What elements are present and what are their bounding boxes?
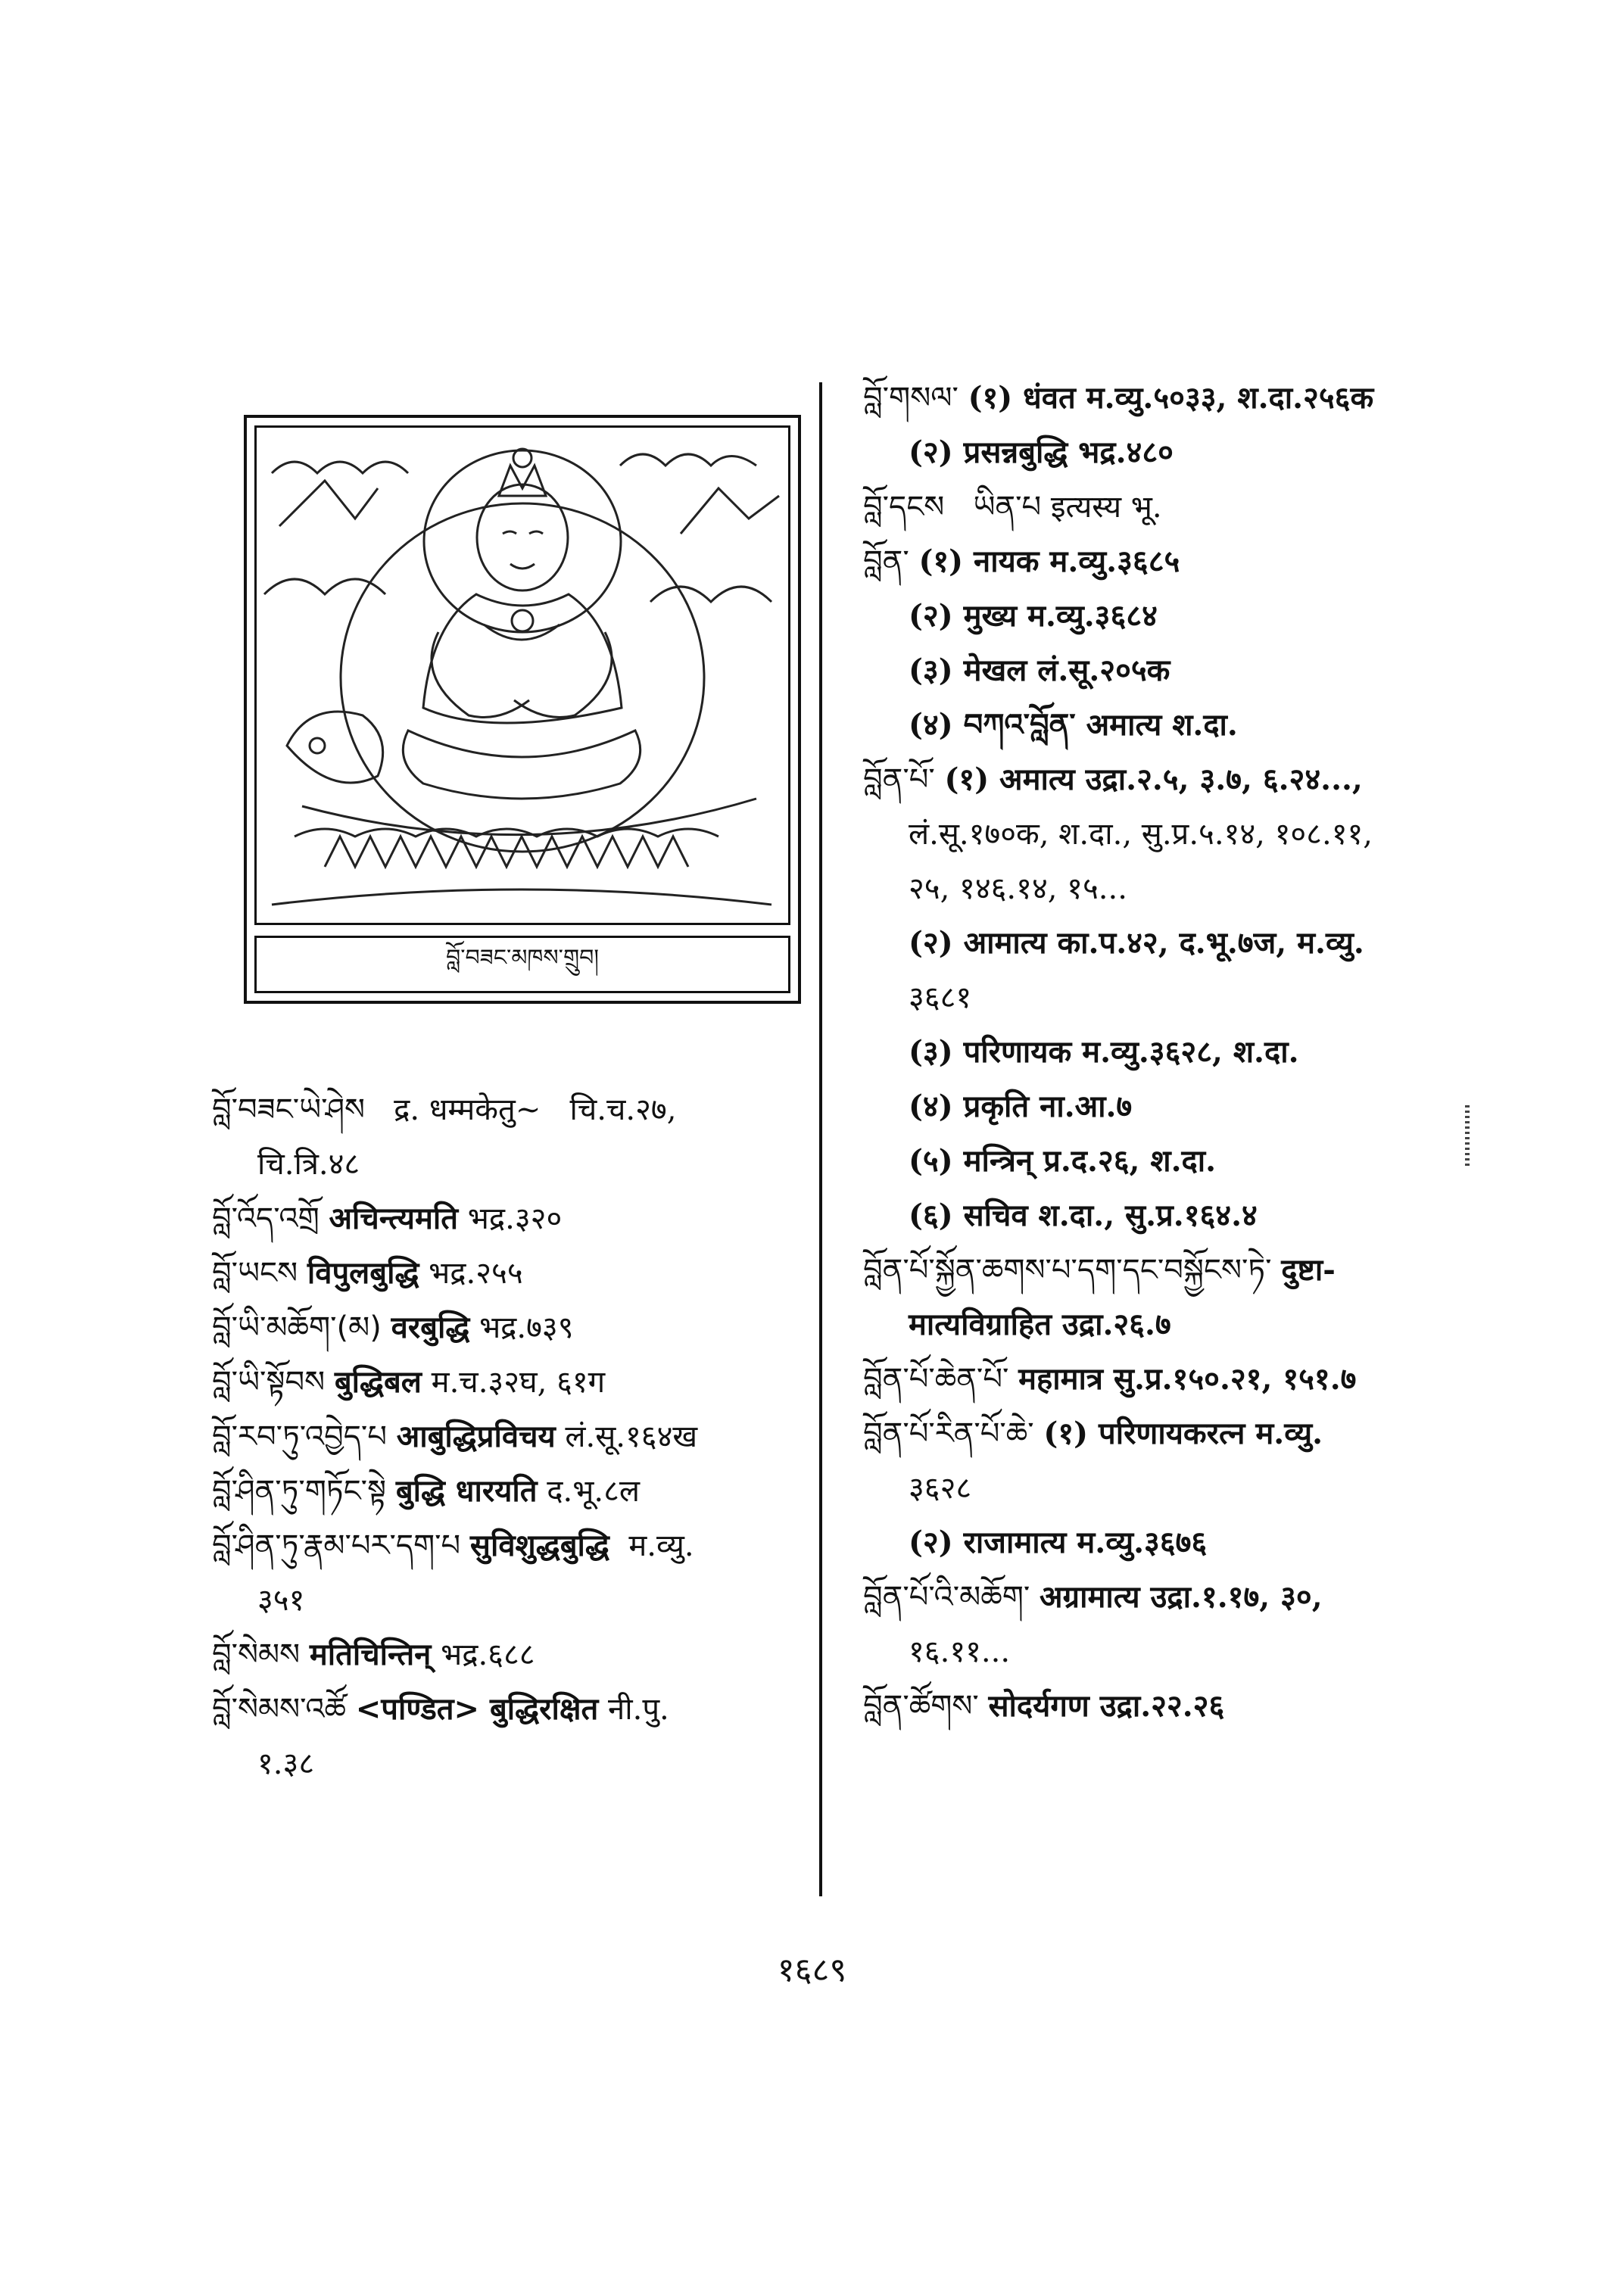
sanskrit-equivalent: <पण्डित> बुद्धिरक्षित bbox=[355, 1691, 599, 1727]
entry-5 bbox=[212, 1355, 803, 1410]
headword-tibetan: བློ་བཟང་ཡེ་ཤེས bbox=[212, 1092, 365, 1127]
sense-1-cont: ३६२८ bbox=[909, 1471, 972, 1506]
headword-tibetan: བློ་རབ་ཏུ་འབྱེད་པ bbox=[212, 1419, 387, 1454]
left-column bbox=[212, 1083, 803, 1791]
sanskrit-equivalent: बुद्धिबल bbox=[334, 1364, 422, 1400]
margin-mark bbox=[1465, 1105, 1470, 1166]
entry-3 bbox=[212, 1246, 803, 1301]
sanskrit-equivalent: वरबुद्धि bbox=[391, 1310, 470, 1345]
entry-9 bbox=[212, 1628, 803, 1682]
entry-8 bbox=[212, 1519, 803, 1628]
headword-tibetan: བློ་འོད་འགྲོ bbox=[212, 1201, 320, 1236]
headword-tibetan: བློ་སེམས bbox=[212, 1637, 301, 1672]
entry-r4 bbox=[863, 752, 1454, 1243]
sense-1-cont: मात्यविग्राहित उद्रा.२६.७ bbox=[909, 1307, 1171, 1342]
entry-r9 bbox=[863, 1679, 1454, 1734]
sense-1: (१) नायक म.व्यु.३६८५ bbox=[918, 544, 1180, 579]
reference: भद्र.२५५ bbox=[429, 1256, 523, 1291]
entry-r5 bbox=[863, 1243, 1454, 1352]
sense-1: दुष्टा- bbox=[1281, 1252, 1336, 1288]
reference: म.च.३२घ, ६१ग bbox=[431, 1365, 606, 1400]
headword-tibetan: བློ་ཤིན་ཏུ་གཏོང་སྟེ bbox=[212, 1474, 387, 1509]
sense-5: (५) मन्त्रिन् प्र.द.२६, श.दा. bbox=[909, 1143, 1217, 1179]
sense-3: (३) मेखल लं.सू.२०५क bbox=[909, 653, 1170, 688]
headword-tibetan: བློ་ཤིན་ཏུ་རྣམ་པར་དག་པ bbox=[212, 1528, 461, 1563]
sense-2: (२) राजामात्य म.व्यु.३६७६ bbox=[909, 1525, 1208, 1560]
reference: म.व्यु. bbox=[628, 1528, 694, 1563]
sanskrit-equivalent: आबुद्धिप्रविचय bbox=[396, 1419, 556, 1454]
reference: भद्र.७३९ bbox=[479, 1310, 574, 1345]
headword-tibetan: བློན་ཚོགས་ bbox=[863, 1689, 979, 1724]
sanskrit-equivalent: विपुलबुद्धि bbox=[307, 1255, 419, 1291]
deity-drawing bbox=[257, 428, 788, 923]
headword-tibetan: བློ་སེམས་འཚོ bbox=[212, 1692, 346, 1727]
entry-10 bbox=[212, 1682, 803, 1791]
reference-cont: चि.त्रि.४८ bbox=[257, 1147, 360, 1182]
sanskrit-equivalent: अचिन्त्यमति bbox=[329, 1201, 459, 1236]
sanskrit-equivalent: सुविशुद्धबुद्धि bbox=[469, 1528, 609, 1563]
sense-2: (२) आमात्य का.प.४२, द.भू.७ज, म.व्यु. bbox=[909, 925, 1364, 961]
reference: नी.पु. bbox=[608, 1692, 669, 1727]
entry-6 bbox=[212, 1410, 803, 1464]
sense-1: महामात्र सु.प्र.१५०.२१, १५१.७ bbox=[1018, 1361, 1357, 1397]
headword-tibetan: བློན་པོ་རིན་པོ་ཆེ་ bbox=[863, 1416, 1034, 1451]
figure-frame bbox=[244, 415, 801, 1004]
reference: भद्र.६८८ bbox=[441, 1637, 535, 1672]
entry-r8 bbox=[863, 1570, 1454, 1679]
entry-r6 bbox=[863, 1352, 1454, 1407]
reference-cont: १.३८ bbox=[257, 1746, 315, 1781]
page-number: १६८९ bbox=[777, 1951, 847, 1989]
headword-tibetan: བློན་པོ་ bbox=[863, 762, 935, 797]
entry-2 bbox=[212, 1192, 803, 1246]
headword-tibetan: བློ་ཡི་སྟོབས bbox=[212, 1365, 326, 1400]
deity-illustration bbox=[254, 425, 790, 925]
right-column bbox=[863, 371, 1454, 1734]
sense-6: (६) सचिव श.दा., सु.प्र.१६४.४ bbox=[909, 1198, 1258, 1233]
sanskrit-equivalent: मतिचिन्तिन् bbox=[309, 1637, 432, 1672]
sense-2: (२) प्रसन्नबुद्धि भद्र.४८० bbox=[909, 435, 1174, 470]
sense-1: (१) धंवत म.व्यु.५०३३, श.दा.२५६क bbox=[968, 380, 1374, 416]
figure-caption: བློ་བཟང་མཁས་གྲུབ། bbox=[254, 936, 790, 993]
entry-4 bbox=[212, 1301, 803, 1355]
sense-2-cont: ३६८१ bbox=[909, 980, 972, 1015]
reference: लं.सू.१६४ख bbox=[565, 1419, 698, 1454]
reference: चि.च.२७, bbox=[569, 1092, 677, 1127]
sense-1-cont: १६.११... bbox=[909, 1634, 1011, 1669]
gloss: द्र. धम्मकेतु~ bbox=[394, 1092, 541, 1127]
sense-1: सोदर्यगण उद्रा.२२.२६ bbox=[988, 1688, 1225, 1724]
sense-1-cont: लं.सू.१७०क, श.दा., सु.प्र.५.१४, १०८.११, bbox=[909, 817, 1373, 852]
sense-4: (४) प्रकृति ना.आ.७ bbox=[909, 1089, 1133, 1124]
headword-tibetan: བློ་གསལ་ bbox=[863, 381, 959, 416]
sense-1: अग्रामात्य उद्रा.१.१७, ३०, bbox=[1040, 1579, 1323, 1615]
sense-2: (२) मुख्य म.व्यु.३६८४ bbox=[909, 598, 1158, 634]
headword-tibetan: བློ་ཡངས bbox=[212, 1256, 298, 1291]
sense-4: (४) བཀའ་བློན་ अमात्य श.दा. bbox=[909, 707, 1238, 743]
column-divider bbox=[819, 382, 822, 1896]
entry-1 bbox=[212, 1083, 803, 1192]
sense-1: (१) अमात्य उद्रा.२.५, ३.७, ६.२४..., bbox=[944, 762, 1363, 797]
entry-r7 bbox=[863, 1407, 1454, 1570]
headword-tibetan: བློ་དངས bbox=[863, 490, 945, 525]
cross-reference: ཡིན་པ इत्यस्य भू. bbox=[973, 490, 1162, 525]
reference-cont: ३५१ bbox=[257, 1583, 305, 1618]
headword-tibetan: བློན་པོ་སྐྱོན་ཆགས་པ་དག་དང་བསྐྱོངས་ཏེ་ bbox=[863, 1253, 1272, 1288]
entry-r1 bbox=[863, 371, 1454, 480]
headword-tibetan: བློ་ཡི་མཆོག་(མ) bbox=[212, 1310, 382, 1345]
headword-tibetan: བློན་ bbox=[863, 544, 909, 579]
sanskrit-equivalent: बुद्धि धारयति bbox=[395, 1473, 538, 1509]
sense-1-cont: २५, १४६.१४, १५... bbox=[909, 871, 1127, 906]
sense-3: (३) परिणायक म.व्यु.३६२८, श.दा. bbox=[909, 1034, 1299, 1070]
entry-r2 bbox=[863, 480, 1454, 534]
sense-1: (१) परिणायकरत्न म.व्यु. bbox=[1043, 1416, 1323, 1451]
entry-7 bbox=[212, 1464, 803, 1519]
headword-tibetan: བློན་པོ་འི་མཆོག་ bbox=[863, 1580, 1030, 1615]
reference: भद्र.३२० bbox=[467, 1201, 563, 1236]
entry-r3 bbox=[863, 534, 1454, 752]
reference: द.भू.८ल bbox=[547, 1474, 641, 1509]
headword-tibetan: བློན་པོ་ཆེན་པོ་ bbox=[863, 1362, 1009, 1397]
